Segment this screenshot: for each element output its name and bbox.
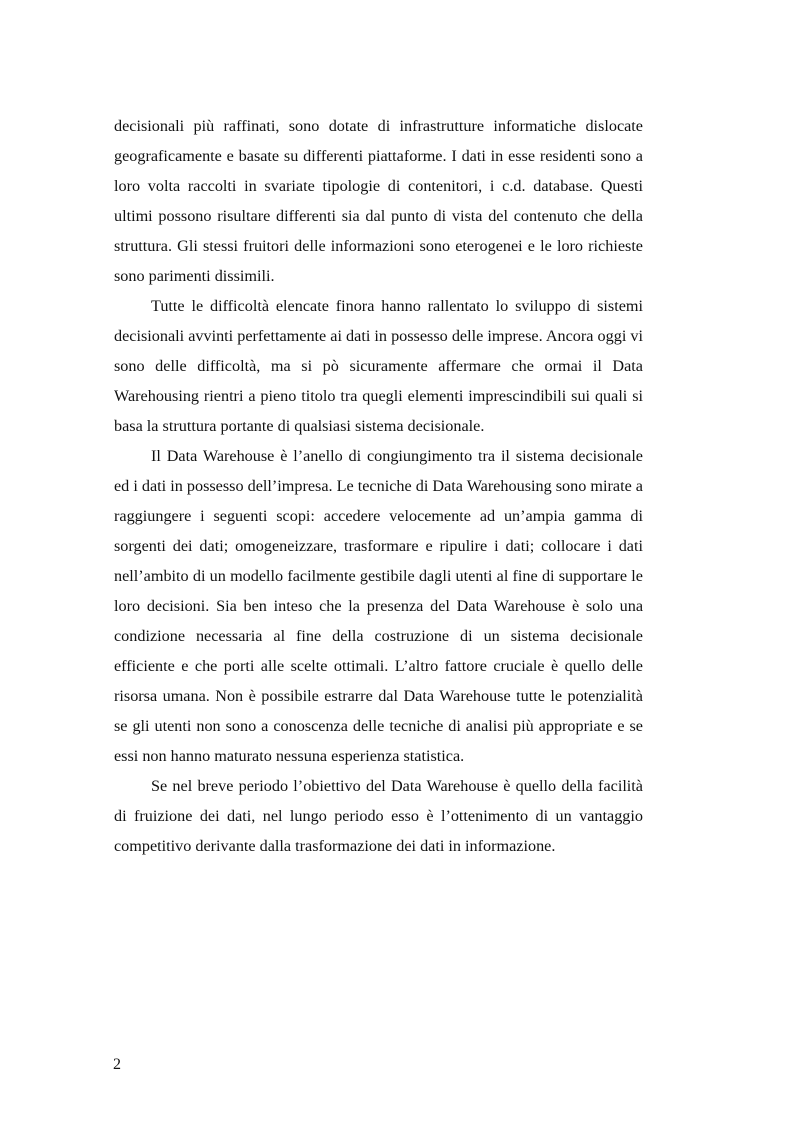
paragraph-continuation: decisionali più raffinati, sono dotate di infrastrutture informatiche dislocate geograficamente e basate su differenti piattaforme. I dati in esse residenti sono a loro volta raccolti in svariate tipologie di contenitori, i c.d. database. Questi ultimi possono risultare differenti sia dal punto di vista del contenuto che della struttura. Gli stessi fruitori delle informazioni sono eterogenei e le loro richieste sono parimenti dissimili. (114, 117, 643, 285)
body-text (114, 111, 643, 861)
paragraph-data-warehouse: Il Data Warehouse è l’anello di congiungimento tra il sistema decisionale ed i dati in possesso dell’impresa. Le tecniche di Data Warehousing sono mirate a raggiungere i seguenti scopi: accedere velocemente ad un’ampia gamma di sorgenti dei dati; omogeneizzare, trasformare e ripulire i dati; collocare i dati nell’ambito di un modello facilmente gestibile dagli utenti al fine di supportare le loro decisioni. Sia ben inteso che la presenza del Data Warehouse è solo una condizione necessaria al fine della costruzione di un sistema decisionale efficiente e che porti alle scelte ottimali. L’altro fattore cruciale è quello delle risorsa umana. Non è possibile estrarre dal Data Warehouse tutte le potenzialità se gli utenti non sono a conoscenza delle tecniche di analisi più appropriate e se essi non hanno maturato nessuna esperienza statistica. (114, 447, 643, 765)
paragraph-difficulties: Tutte le difficoltà elencate finora hanno rallentato lo sviluppo di sistemi decisionali avvinti perfettamente ai dati in possesso delle imprese. Ancora oggi vi sono delle difficoltà, ma si pò sicuramente affermare che ormai il Data Warehousing rientri a pieno titolo tra quegli elementi imprescindibili sui quali si basa la struttura portante di qualsiasi sistema decisionale. (114, 297, 643, 435)
page-number: 2 (113, 1056, 121, 1073)
paragraph-objectives: Se nel breve periodo l’obiettivo del Data Warehouse è quello della facilità di fruizione dei dati, nel lungo periodo esso è l’ottenimento di un vantaggio competitivo derivante dalla trasformazione dei dati in informazione. (114, 777, 643, 855)
